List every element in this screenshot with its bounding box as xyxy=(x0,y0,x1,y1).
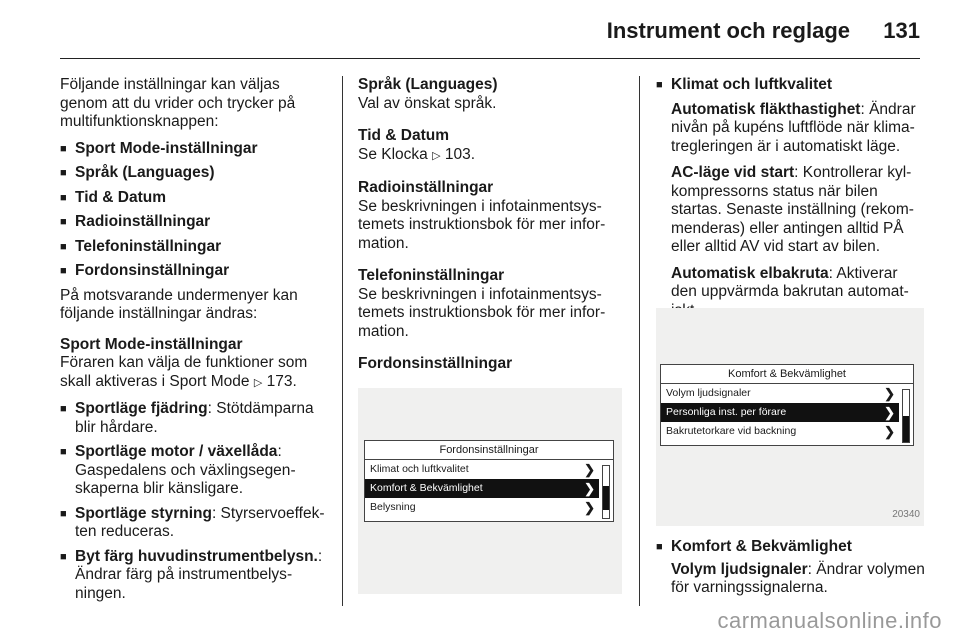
screen-menu-row-selected xyxy=(661,403,899,422)
screen-title: Fordonsinställningar xyxy=(365,441,613,460)
row-label: Komfort & Bekvämlighet xyxy=(370,482,483,494)
screen-menu-row xyxy=(365,460,599,479)
image-number: 20340 xyxy=(892,509,920,520)
intro-text: Följande inställningar kan väljas genom att du vrider och trycker på multifunktionsknappen: xyxy=(60,76,296,130)
display-screen xyxy=(660,364,914,446)
item-text: : Styrservoeffekten reduceras. xyxy=(75,504,325,540)
vehicle-section xyxy=(358,355,620,374)
item-text: : Ändrar volymen för varningssignalerna. xyxy=(671,560,925,596)
list-item: ■ Tid & Datum xyxy=(60,189,328,208)
sport-options-list xyxy=(60,400,328,603)
scrollbar xyxy=(902,389,910,443)
section-heading: Sport Mode-inställningar xyxy=(60,335,243,353)
column-3 xyxy=(656,76,926,328)
list-item xyxy=(60,443,328,499)
row-label: Personliga inst. per förare xyxy=(666,406,787,418)
comfort-details xyxy=(656,561,926,598)
item-label: Sportläge motor / växellåda xyxy=(75,443,278,460)
list-item xyxy=(60,548,328,604)
section-heading: Telefoninställningar xyxy=(358,267,505,284)
comfort-section xyxy=(656,538,926,598)
body-text: Val av önskat språk. xyxy=(358,94,497,112)
chevron-right-icon: ❯ xyxy=(584,481,595,496)
section-heading: Radioinställningar xyxy=(358,179,494,196)
item-label: Sportläge styrning xyxy=(75,504,212,522)
item-label: Sportläge fjädring xyxy=(75,400,208,417)
item-label: Automatisk elbakruta xyxy=(671,264,829,282)
phone-section xyxy=(358,267,620,341)
screen-menu-row xyxy=(365,498,599,517)
page-ref-arrow-icon: ▷ xyxy=(432,149,441,162)
section-heading: Tid & Datum xyxy=(358,127,449,144)
comfort-list xyxy=(656,538,926,557)
column-1 xyxy=(60,76,328,609)
settings-menu-list xyxy=(60,140,328,281)
scrollbar xyxy=(602,465,610,519)
body-text: Se Klocka xyxy=(358,145,428,163)
item-text: : Ändrar färg på instrumentbelysningen. xyxy=(75,547,323,602)
body-text: Se beskrivningen i infotainmentsystemets instruktionsbok för mer information. xyxy=(358,285,606,340)
list-item: ■ Telefoninställningar xyxy=(60,238,328,257)
row-label: Klimat och luftkvalitet xyxy=(370,463,469,475)
screen-title: Komfort & Bekvämlighet xyxy=(661,365,913,384)
page-ref: 173. xyxy=(266,372,297,390)
list-item xyxy=(60,400,328,437)
row-label: Belysning xyxy=(370,501,416,513)
chevron-right-icon: ❯ xyxy=(584,462,595,477)
page-number: 131 xyxy=(883,18,920,43)
item-text: : Ändrar nivån på kupéns luftflöde när klimatregleringen är i automatiskt läge. xyxy=(671,100,916,155)
body-text: Se beskrivningen i infotainmentsystemets instruktionsbok för mer information. xyxy=(358,197,606,252)
list-item xyxy=(60,505,328,542)
page-ref: 103. xyxy=(444,145,476,163)
climate-list xyxy=(656,76,926,95)
item-text: : Aktiverar den uppvärmda bakrutan automat xyxy=(671,264,909,300)
list-item: ■ Språk (Languages) xyxy=(60,164,328,183)
body-text: Föraren kan välja de funktioner som skall aktiveras i Sport Mode xyxy=(60,354,308,390)
display-screen xyxy=(364,440,614,522)
item-text: : Gaspedalens och växlingsegenskaperna blir känsligare. xyxy=(75,443,296,497)
item-label: Automatisk fläkthastighet xyxy=(671,100,861,118)
list-item: ■ Komfort & Bekvämlighet xyxy=(656,538,926,557)
column-divider-2 xyxy=(639,76,640,606)
list-item: ■ Radioinställningar xyxy=(60,213,328,232)
screen-menu-row xyxy=(661,384,899,403)
time-section xyxy=(358,127,620,165)
section-heading: Språk (Languages) xyxy=(358,76,498,93)
radio-section xyxy=(358,179,620,253)
chevron-right-icon: ❯ xyxy=(884,386,895,401)
row-label: Volym ljudsignaler xyxy=(666,387,751,399)
submenu-text: På motsvarande undermenyer kan följande inställningar ändras: xyxy=(60,286,298,322)
item-label: Byt färg huvudinstrumentbelysn. xyxy=(75,547,318,565)
sport-section xyxy=(60,336,328,604)
chevron-right-icon: ❯ xyxy=(884,405,895,420)
page-header xyxy=(0,0,960,62)
comfort-settings-screenshot xyxy=(656,308,924,526)
column-divider-1 xyxy=(342,76,343,606)
column-2 xyxy=(358,76,620,374)
page-title: Instrument och reglage xyxy=(606,18,850,43)
section-heading: Fordonsinställningar xyxy=(358,355,513,372)
scrollbar-thumb xyxy=(903,416,909,442)
climate-details xyxy=(656,101,926,321)
item-text: : Kontrollerar kylkompressorns status när bilen startas. Senaste inställning (rekommenderas) eller antingen alltid PÅ eller alltid AV vid start av bilen. xyxy=(671,164,914,255)
header-rule xyxy=(60,58,920,59)
chevron-right-icon: ❯ xyxy=(584,500,595,515)
screen-menu-row-selected xyxy=(365,479,599,498)
chevron-right-icon: ❯ xyxy=(884,424,895,439)
row-label: Bakrutetorkare vid backning xyxy=(666,425,797,437)
page-ref-arrow-icon: ▷ xyxy=(253,376,263,389)
list-item: ■ Fordonsinställningar xyxy=(60,262,328,281)
vehicle-settings-screenshot xyxy=(358,388,622,594)
item-label: Volym ljudsignaler xyxy=(671,560,808,578)
item-label: AC-läge vid start xyxy=(671,164,795,181)
item-text: : Stötdämparna blir hårdare. xyxy=(75,400,314,436)
scrollbar-thumb xyxy=(603,486,609,510)
language-section xyxy=(358,76,620,113)
screen-menu-row xyxy=(661,422,899,441)
list-item: ■ Sport Mode-inställningar xyxy=(60,140,328,159)
list-item: ■ Klimat och luftkvalitet xyxy=(656,76,926,95)
watermark: carmanualsonline.info xyxy=(717,608,942,633)
